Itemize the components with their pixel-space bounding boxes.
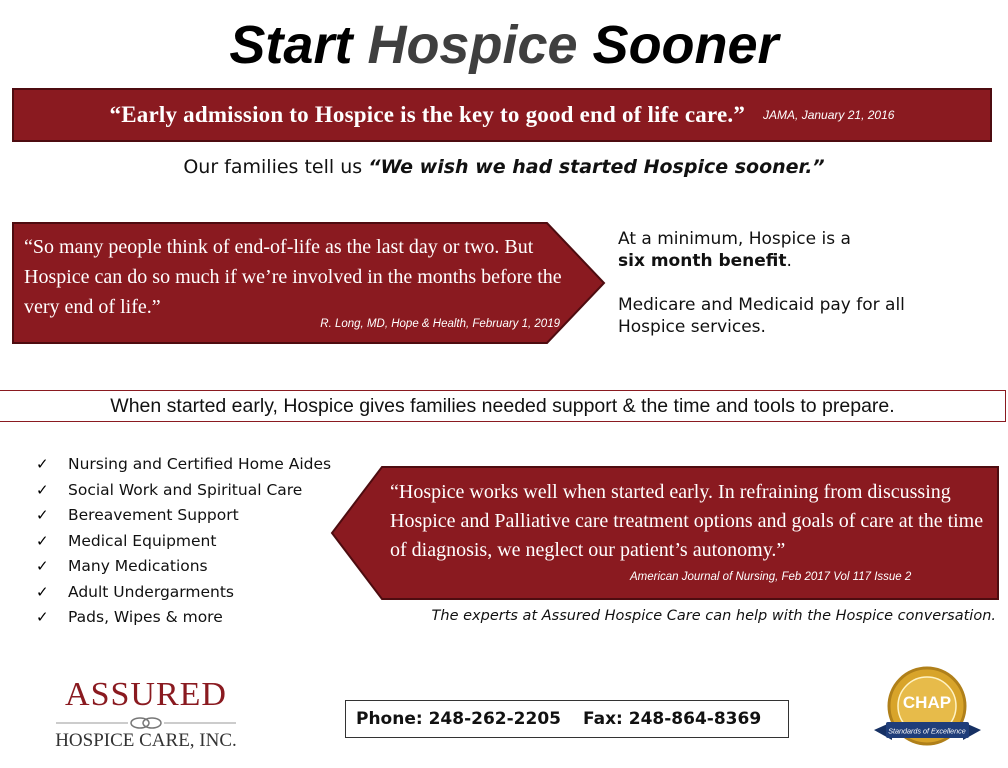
nursing-quote-citation: American Journal of Nursing, Feb 2017 Vol 117 Issue 2 bbox=[630, 571, 912, 583]
contact-box bbox=[345, 700, 789, 738]
title-part-sooner: Sooner bbox=[592, 15, 779, 75]
nursing-quote-text: “Hospice works well when started early. In refraining from discussing Hospice and Palliative care treatment options and goals of care at the time of diagnosis, we neglect our patient’s autonomy.” bbox=[390, 481, 984, 561]
check-icon: ✓ bbox=[36, 480, 49, 499]
jama-quote-banner bbox=[12, 88, 992, 142]
jama-citation: JAMA, January 21, 2016 bbox=[763, 108, 895, 122]
assured-hospice-logo bbox=[36, 676, 256, 756]
list-item bbox=[36, 452, 376, 478]
jama-quote: “Early admission to Hospice is the key to good end of life care.” bbox=[109, 102, 746, 127]
phone-number: Phone: 248-262-2205 bbox=[356, 709, 561, 729]
service-label: Nursing and Certified Home Aides bbox=[68, 455, 332, 473]
service-label: Adult Undergarments bbox=[68, 582, 234, 601]
benefit-line-1 bbox=[618, 228, 998, 272]
families-quote: “We wish we had started Hospice sooner.” bbox=[368, 156, 825, 178]
families-lead: Our families tell us bbox=[183, 156, 369, 178]
service-label: Bereavement Support bbox=[68, 506, 239, 524]
support-statement: When started early, Hospice gives families needed support & the time and tools to prepare. bbox=[0, 390, 1006, 422]
list-item bbox=[36, 503, 376, 529]
benefit-line-2: Medicare and Medicaid pay for all Hospice services. bbox=[618, 295, 905, 337]
families-statement bbox=[0, 156, 1008, 178]
logo-line-2: HOSPICE CARE, INC. bbox=[55, 730, 237, 751]
list-item bbox=[36, 529, 376, 555]
check-icon: ✓ bbox=[36, 455, 49, 473]
list-item bbox=[36, 554, 376, 580]
services-list bbox=[36, 452, 376, 631]
long-quote-text: “So many people think of end-of-life as the last day or two. But Hospice can do so much if we’re involved in the months before the very end of life.” bbox=[24, 236, 562, 318]
badge-subtitle: Standards of Excellence bbox=[888, 726, 966, 736]
long-quote-citation: R. Long, MD, Hope & Health, February 1, 2019 bbox=[320, 318, 560, 330]
title-part-start: Start bbox=[229, 15, 353, 75]
benefit-info bbox=[618, 228, 998, 338]
check-icon: ✓ bbox=[36, 582, 49, 601]
service-label: Social Work and Spiritual Care bbox=[68, 480, 303, 499]
logo-rings-icon bbox=[36, 716, 256, 730]
fax-number: Fax: 248-864-8369 bbox=[583, 709, 762, 729]
service-label: Medical Equipment bbox=[68, 531, 217, 550]
page-title bbox=[0, 10, 1008, 80]
check-icon: ✓ bbox=[36, 608, 49, 626]
logo-line-1: ASSURED bbox=[65, 676, 227, 713]
service-label: Many Medications bbox=[68, 557, 208, 575]
check-icon: ✓ bbox=[36, 531, 49, 550]
list-item bbox=[36, 478, 376, 504]
benefit-bold: six month benefit bbox=[618, 251, 787, 271]
service-label: Pads, Wipes & more bbox=[68, 608, 223, 626]
list-item bbox=[36, 580, 376, 606]
check-icon: ✓ bbox=[36, 506, 49, 524]
benefit-suffix: . bbox=[786, 251, 792, 271]
experts-note: The experts at Assured Hospice Care can help with the Hospice conversation. bbox=[431, 608, 996, 624]
check-icon: ✓ bbox=[36, 557, 49, 575]
chap-accreditation-badge-icon bbox=[870, 664, 985, 760]
badge-name: CHAP bbox=[902, 693, 952, 712]
title-part-hospice: Hospice bbox=[367, 15, 578, 75]
benefit-prefix: At a minimum, Hospice is a bbox=[618, 229, 851, 249]
